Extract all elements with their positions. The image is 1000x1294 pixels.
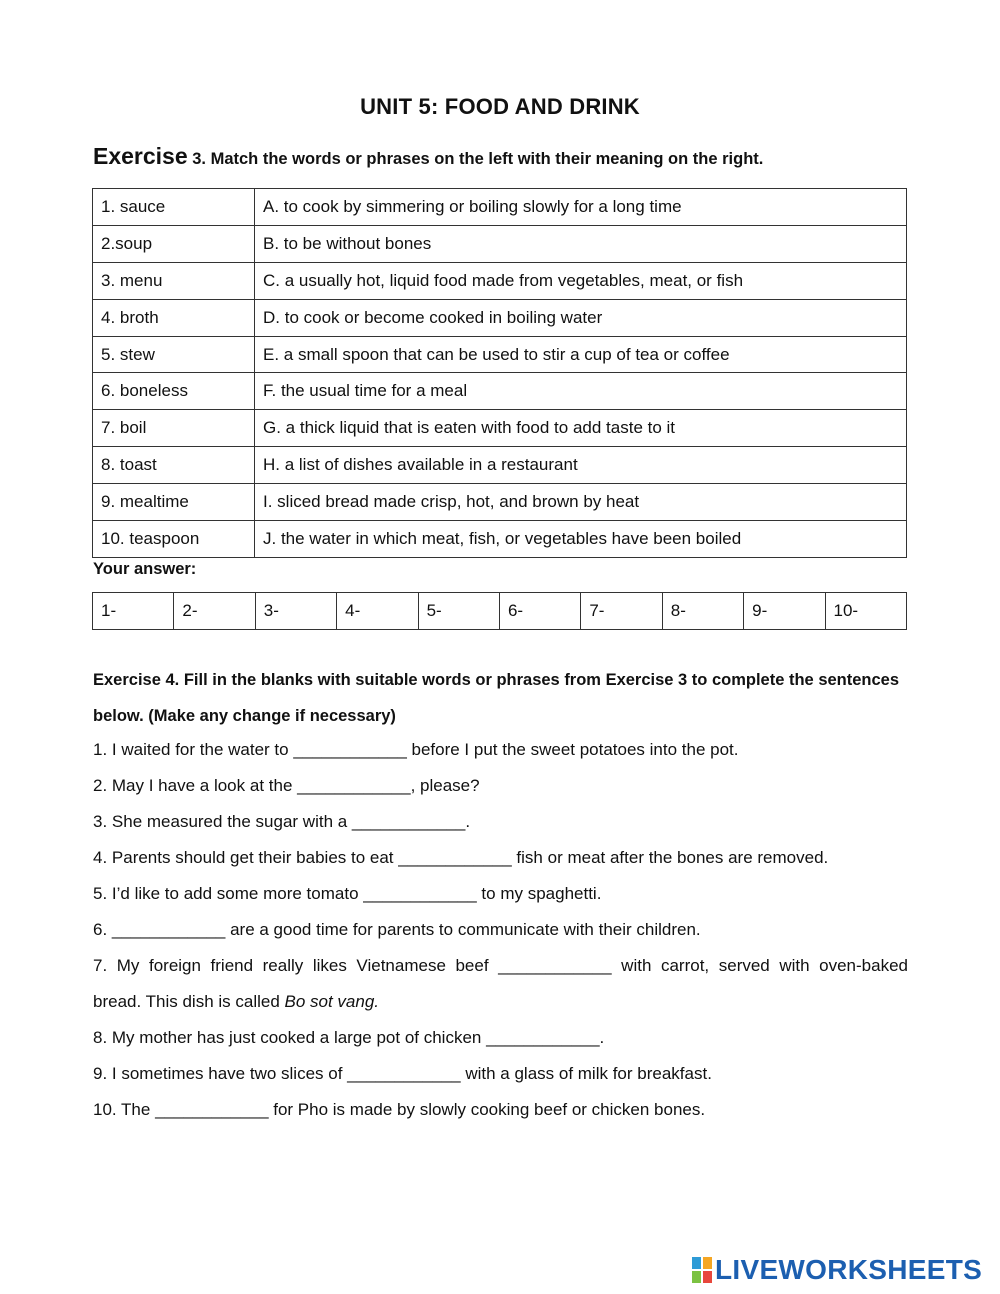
meaning-cell: D. to cook or become cooked in boiling water — [255, 299, 907, 336]
word-cell: 8. toast — [93, 447, 255, 484]
answer-cell-7[interactable]: 7- — [581, 593, 662, 630]
liveworksheets-logo-icon — [692, 1257, 712, 1283]
page-title: UNIT 5: FOOD AND DRINK — [360, 94, 640, 119]
sentence-7-text: bread. This dish is called — [93, 992, 285, 1011]
table-row — [93, 447, 907, 484]
sentence-2[interactable]: 2. May I have a look at the ____________, please? — [93, 776, 480, 795]
meaning-cell: B. to be without bones — [255, 225, 907, 262]
table-row — [93, 484, 907, 521]
answer-cell-4[interactable]: 4- — [337, 593, 418, 630]
exercise-3-heading — [93, 143, 763, 170]
word-cell: 1. sauce — [93, 189, 255, 226]
exercise-4-heading-line: Exercise 4. Fill in the blanks with suitable words or phrases from Exercise 3 to complete the sentences — [93, 671, 900, 689]
sentence-7[interactable]: 7. My foreign friend really likes Vietnamese beef ____________ with carrot, served with oven-baked — [93, 956, 908, 975]
meaning-cell: J. the water in which meat, fish, or vegetables have been boiled — [255, 521, 907, 558]
logo-square — [703, 1271, 712, 1283]
answer-cell-6[interactable]: 6- — [499, 593, 580, 630]
matching-table — [92, 188, 907, 558]
sentence-10[interactable]: 10. The ____________ for Pho is made by slowly cooking beef or chicken bones. — [93, 1100, 706, 1119]
word-cell: 6. boneless — [93, 373, 255, 410]
answer-cell-3[interactable]: 3- — [255, 593, 336, 630]
exercise-3-instruction: 3. Match the words or phrases on the left with their meaning on the right. — [192, 150, 764, 168]
answer-cell-2[interactable]: 2- — [174, 593, 255, 630]
meaning-cell: C. a usually hot, liquid food made from vegetables, meat, or fish — [255, 262, 907, 299]
meaning-cell: G. a thick liquid that is eaten with food to add taste to it — [255, 410, 907, 447]
meaning-cell: F. the usual time for a meal — [255, 373, 907, 410]
sentence-4[interactable]: 4. Parents should get their babies to eat ____________ fish or meat after the bones are removed. — [93, 848, 829, 867]
table-row — [93, 521, 907, 558]
word-cell: 2.soup — [93, 225, 255, 262]
sentence-5[interactable]: 5. I’d like to add some more tomato ____________ to my spaghetti. — [93, 884, 602, 903]
logo-square — [703, 1257, 712, 1269]
logo-square — [692, 1271, 701, 1283]
exercise-4-heading — [93, 662, 908, 734]
table-row — [93, 225, 907, 262]
answer-table — [92, 592, 907, 630]
sentence-9[interactable]: 9. I sometimes have two slices of ____________ with a glass of milk for breakfast. — [93, 1064, 712, 1083]
answer-cell-5[interactable]: 5- — [418, 593, 499, 630]
answer-cell-1[interactable]: 1- — [93, 593, 174, 630]
answer-cell-8[interactable]: 8- — [662, 593, 743, 630]
brand-name: LIVEWORKSHEETS — [715, 1254, 983, 1285]
sentence-1[interactable]: 1. I waited for the water to ____________ before I put the sweet potatoes into the pot. — [93, 740, 739, 759]
exercise-4-sentences — [93, 732, 908, 1128]
word-cell: 4. broth — [93, 299, 255, 336]
table-row — [93, 410, 907, 447]
sentence-7-continued — [93, 984, 908, 1020]
table-row — [93, 336, 907, 373]
table-row — [93, 373, 907, 410]
word-cell: 3. menu — [93, 262, 255, 299]
meaning-cell: A. to cook by simmering or boiling slowly for a long time — [255, 189, 907, 226]
meaning-cell: E. a small spoon that can be used to stir a cup of tea or coffee — [255, 336, 907, 373]
table-row — [93, 189, 907, 226]
word-cell: 5. stew — [93, 336, 255, 373]
table-row — [93, 299, 907, 336]
sentence-3[interactable]: 3. She measured the sugar with a ____________. — [93, 812, 471, 831]
logo-square — [692, 1257, 701, 1269]
answer-cell-9[interactable]: 9- — [744, 593, 825, 630]
table-row — [93, 262, 907, 299]
meaning-cell: H. a list of dishes available in a restaurant — [255, 447, 907, 484]
exercise-4-heading-line: below. (Make any change if necessary) — [93, 707, 396, 725]
word-cell: 10. teaspoon — [93, 521, 255, 558]
your-answer-label: Your answer: — [93, 560, 197, 578]
answer-row — [93, 593, 907, 630]
dish-name: Bo sot vang. — [284, 992, 380, 1011]
word-cell: 7. boil — [93, 410, 255, 447]
sentence-8[interactable]: 8. My mother has just cooked a large pot of chicken ____________. — [93, 1028, 605, 1047]
answer-cell-10[interactable]: 10- — [825, 593, 906, 630]
word-cell: 9. mealtime — [93, 484, 255, 521]
exercise-3-word: Exercise — [93, 143, 188, 169]
meaning-cell: I. sliced bread made crisp, hot, and brown by heat — [255, 484, 907, 521]
liveworksheets-brand — [692, 1253, 982, 1287]
sentence-6[interactable]: 6. ____________ are a good time for parents to communicate with their children. — [93, 920, 701, 939]
